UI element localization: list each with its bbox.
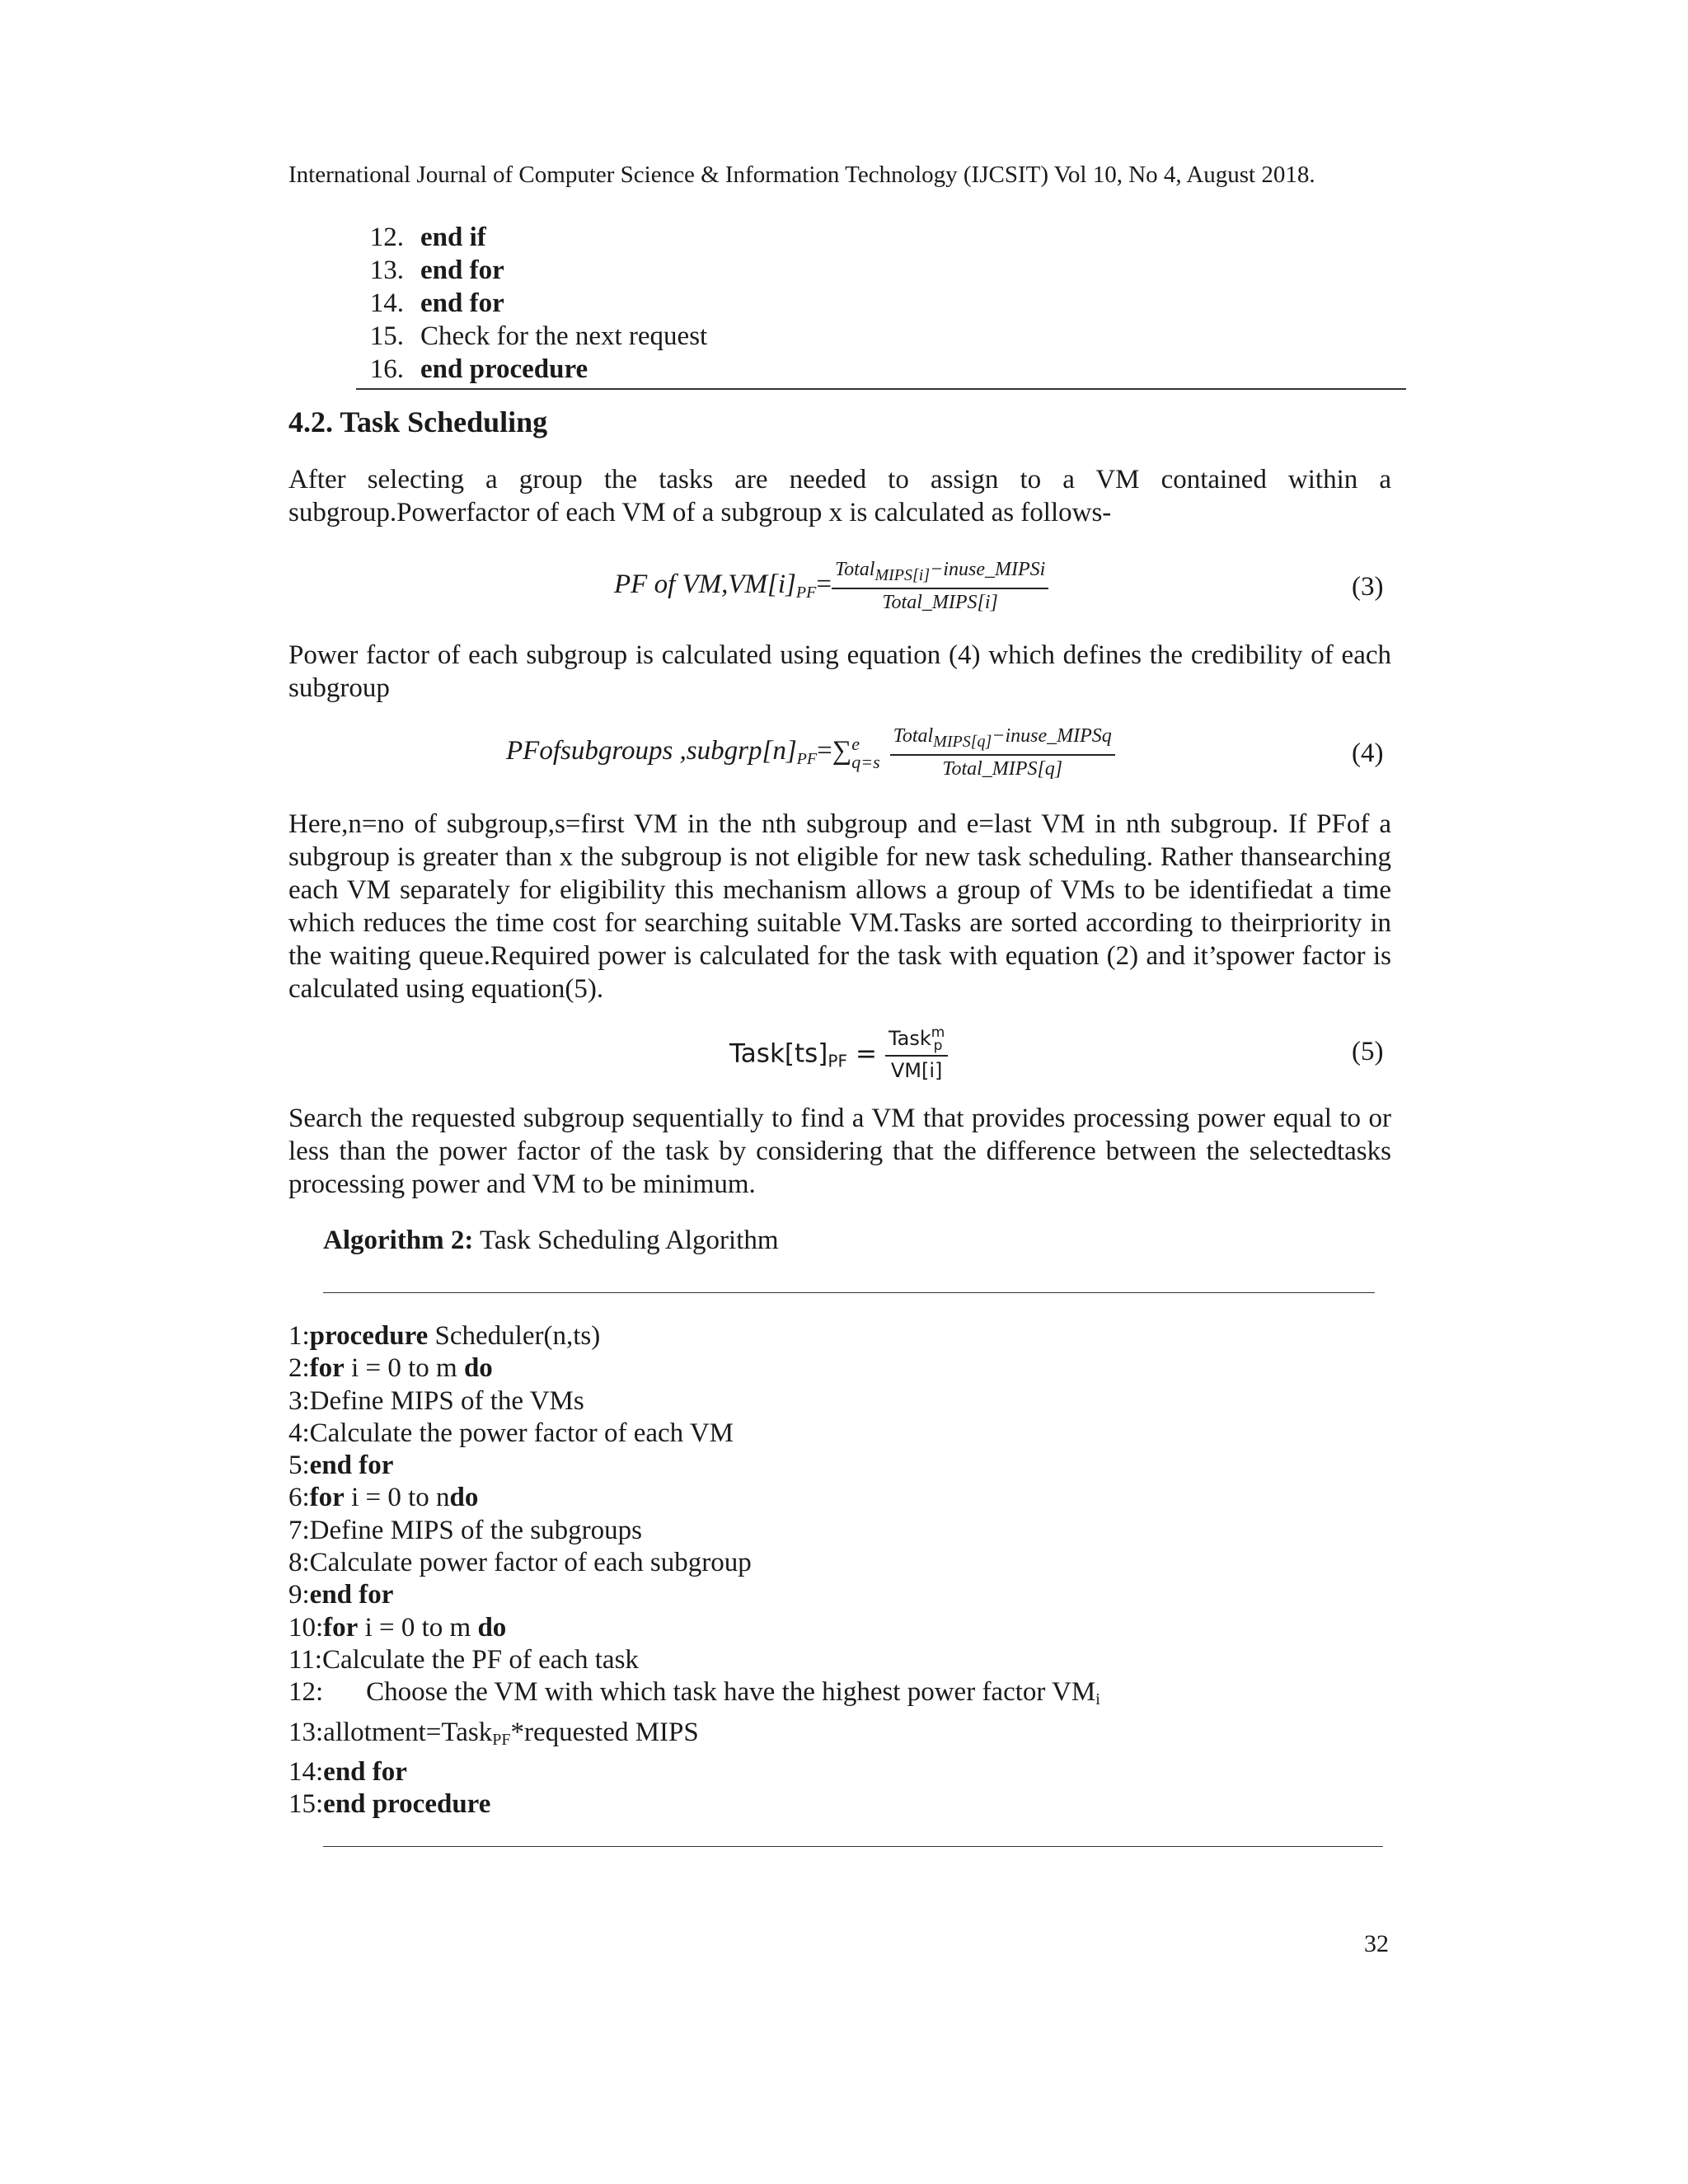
rule-algorithm-top [323, 1292, 1375, 1293]
line-number: 13: [288, 1717, 324, 1747]
line-part: do [463, 1353, 493, 1384]
algorithm1-line [356, 353, 707, 386]
line-number: 12: [288, 1677, 324, 1708]
line-part: i = 0 to m [358, 1612, 478, 1643]
line-number: 6: [288, 1483, 310, 1513]
algorithm1-line [356, 221, 707, 254]
line-number: 8: [288, 1548, 310, 1578]
algorithm2-line [288, 1515, 1100, 1547]
algorithm2-line [288, 1644, 1100, 1676]
line-part: for [309, 1353, 345, 1384]
algorithm2-caption [323, 1226, 779, 1256]
line-part: *requested MIPS [510, 1717, 699, 1747]
line-part: end procedure [323, 1789, 491, 1820]
line-number: 14. [369, 288, 404, 318]
eq3-lhs-sub: PF [795, 583, 817, 602]
eq5-equals: = [855, 1038, 877, 1069]
eq3-den: Total_MIPS[i] [882, 592, 998, 613]
algorithm2-line [288, 1612, 1100, 1644]
eq5-num: Task [888, 1027, 931, 1050]
line-text: Check for the next request [420, 321, 708, 351]
line-number: 11: [288, 1644, 322, 1675]
equation-5 [729, 1026, 948, 1082]
line-part: procedure [309, 1321, 429, 1351]
section-title: 4.2. Task Scheduling [288, 405, 548, 438]
eq3-num-sub: MIPS[i] [874, 566, 931, 584]
algorithm2-line [288, 1788, 1100, 1821]
line-number: 4: [288, 1418, 310, 1448]
line-part: Define MIPS of the subgroups [309, 1515, 642, 1545]
eq5-lhs: Task[ts] [729, 1038, 828, 1069]
line-text: end if [420, 223, 486, 252]
journal-header: International Journal of Computer Science & Information Technology (IJCSIT) Vol 10, No 4, August 2018. [288, 162, 1315, 188]
rule-algorithm-bottom [323, 1846, 1383, 1847]
algorithm2-line [288, 1352, 1100, 1385]
algorithm2-line [288, 1579, 1100, 1611]
line-part: for [309, 1483, 345, 1513]
line-part: for [323, 1612, 359, 1643]
line-number: 5: [288, 1451, 310, 1481]
algorithm2-caption-label: Algorithm 2: [323, 1226, 474, 1255]
eq4-den: Total_MIPS[q] [942, 758, 1063, 780]
eq3-fraction [832, 559, 1048, 614]
eq5-num-sup: m [931, 1024, 945, 1041]
line-part: i = 0 to m [344, 1353, 464, 1384]
page-number: 32 [1364, 1930, 1389, 1957]
algorithm1-line [356, 287, 707, 320]
algorithm2-line [288, 1320, 1100, 1352]
algorithm2-line [288, 1676, 1100, 1716]
algorithm2-line [288, 1547, 1100, 1579]
line-number: 13. [369, 255, 404, 285]
line-number: 10: [288, 1612, 324, 1643]
line-number: 9: [288, 1580, 310, 1610]
algorithm2-line [288, 1717, 1100, 1756]
line-part: end for [323, 1756, 407, 1787]
line-number: 15. [369, 321, 404, 351]
line-number: 2: [288, 1353, 310, 1384]
line-number: 3: [288, 1385, 310, 1416]
line-part: Scheduler(n,ts) [428, 1321, 601, 1351]
line-part: PF [492, 1730, 511, 1749]
line-part: end for [309, 1580, 394, 1610]
paragraph-2: Power factor of each subgroup is calculated using equation (4) which defines the credibility of each subgroup [288, 640, 1391, 703]
line-number: 1: [288, 1321, 310, 1351]
eq4-lhs-sub: PF [796, 750, 818, 769]
equation-3 [614, 559, 1048, 614]
line-number: 7: [288, 1515, 310, 1545]
paragraph-4: Search the requested subgroup sequentially to find a VM that provides processing power equal to or less than the power factor of the task by considering that the difference between the selectedtasks processing power and VM to be minimum. [288, 1104, 1391, 1199]
eq3-equals: = [816, 569, 832, 600]
line-text: end procedure [420, 354, 588, 384]
eq5-number: (5) [1352, 1037, 1384, 1066]
eq4-equals: = [817, 736, 832, 766]
algorithm2-caption-text: Task Scheduling Algorithm [473, 1226, 779, 1255]
line-part: Calculate the power factor of each VM [309, 1418, 734, 1448]
line-part: i = 0 to n [344, 1483, 450, 1513]
line-part: do [477, 1612, 507, 1643]
line-text: end for [420, 288, 504, 318]
equation-4 [506, 725, 1115, 780]
algorithm2-line [288, 1418, 1100, 1450]
eq5-den: VM[i] [890, 1059, 943, 1082]
algorithm1-line [356, 320, 707, 353]
algorithm1-line [356, 254, 707, 287]
paragraph-1: After selecting a group the tasks are needed to assign to a VM contained within a subgroup.Powerfactor of each VM of a subgroup x is calculated as follows- [288, 465, 1391, 527]
rule-divider [356, 388, 1406, 390]
line-text: end for [420, 255, 504, 285]
eq4-sigma: ∑ [832, 736, 852, 766]
line-part: do [449, 1483, 479, 1513]
eq5-lhs-sub: PF [828, 1051, 847, 1071]
line-number: 15: [288, 1789, 324, 1820]
eq5-fraction [885, 1026, 948, 1082]
line-number: 14: [288, 1756, 324, 1787]
eq4-number: (4) [1352, 738, 1384, 768]
eq5-num-sub: p [933, 1038, 943, 1054]
paragraph-3: Here,n=no of subgroup,s=first VM in the nth subgroup and e=last VM in nth subgroup. If PFof a subgroup is greater than x the subgroup is not eligible for new task scheduling. Rather thansearching each VM separately for eligibility this mechanism allows a group of VMs to be identifiedat a time which reduces the time cost for searching suitable VM.Tasks are sorted according to theirpriority in the waiting queue.Required power is calculated for the task with equation (2) and it’spower factor is calculated using equation(5). [288, 809, 1391, 1004]
line-number: 12. [369, 223, 404, 252]
eq4-sigma-sub: q=s [851, 751, 880, 772]
algorithm2-line [288, 1756, 1100, 1788]
line-part: Choose the VM with which task have the highest power factor VM [366, 1677, 1096, 1708]
algorithm2-body [288, 1320, 1100, 1821]
line-part: Define MIPS of the VMs [309, 1385, 584, 1416]
line-part: allotment=Task [323, 1717, 493, 1747]
line-part: i [1095, 1690, 1100, 1709]
line-number: 16. [369, 354, 404, 384]
algorithm2-line [288, 1450, 1100, 1482]
eq3-num: Total [834, 559, 875, 580]
algorithm1-tail [356, 221, 707, 386]
eq3-number: (3) [1352, 572, 1384, 602]
eq3-num-rest: −inuse_MIPSi [930, 559, 1046, 580]
eq4-num: Total [893, 725, 934, 747]
eq4-lhs: PFofsubgroups ,subgrp[n] [506, 736, 797, 766]
line-part: Calculate power factor of each subgroup [309, 1548, 752, 1578]
line-part: end for [309, 1451, 394, 1481]
algorithm2-line [288, 1482, 1100, 1514]
line-part: Calculate the PF of each task [321, 1644, 639, 1675]
eq4-fraction [890, 725, 1115, 780]
eq4-sigma-sup: e [851, 733, 860, 754]
eq4-num-sub: MIPS[q] [933, 733, 992, 751]
eq4-num-rest: −inuse_MIPSq [992, 725, 1112, 747]
eq3-lhs: PF of VM,VM[i] [614, 569, 796, 600]
algorithm2-line [288, 1385, 1100, 1418]
